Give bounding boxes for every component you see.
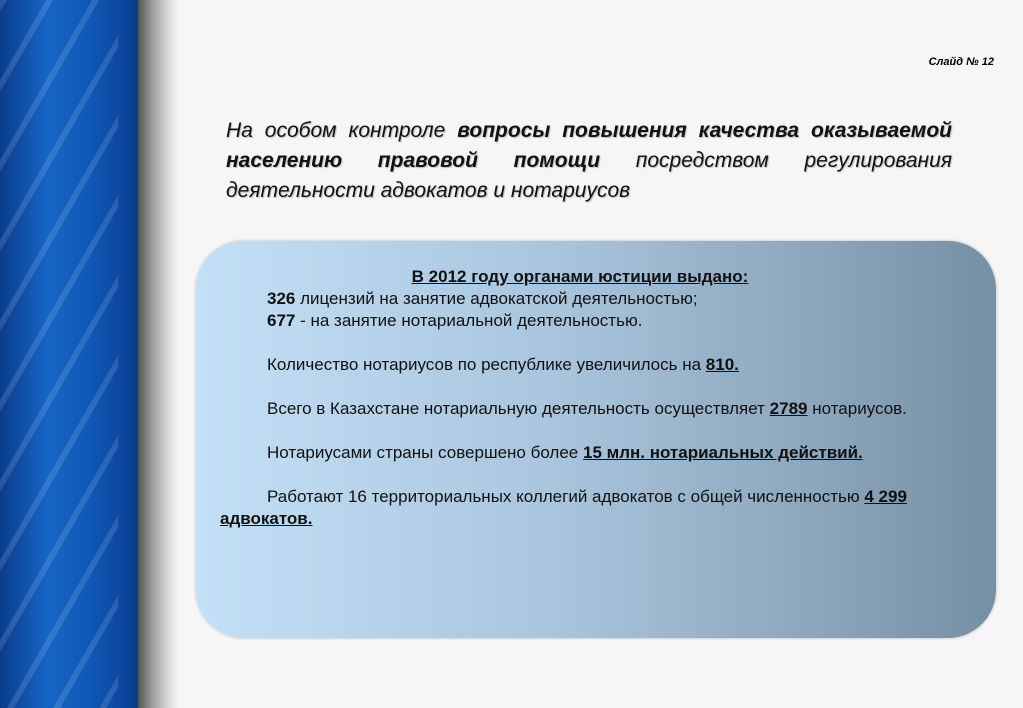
increase-line (220, 354, 940, 376)
licenses-count: 326 (267, 289, 296, 308)
licenses-text: лицензий на занятие адвокатской деятельностью; (295, 289, 698, 308)
total-suffix: нотариусов. (807, 399, 907, 418)
notary-count: 677 (267, 311, 296, 330)
increase-text: Количество нотариусов по республике увеличилось на (267, 355, 706, 374)
headline-part1: На особом контроле (226, 119, 458, 142)
actions-line (220, 442, 940, 464)
total-value: 2789 (769, 399, 808, 418)
panel-heading: В 2012 году органами юстиции выдано: (411, 267, 749, 286)
headline-part2: посредством регулирования деятельности адвокатов и нотариусов (226, 149, 952, 202)
actions-value: 15 млн. нотариальных действий. (582, 443, 863, 462)
slide-number: Слайд № 12 (928, 56, 994, 68)
licenses-line (220, 288, 940, 310)
actions-text: Нотариусами страны совершено более (267, 443, 583, 462)
increase-value: 810. (705, 355, 739, 374)
colleges-text: Работают 16 территориальных коллегий адвокатов с общей численностью (267, 487, 865, 506)
decorative-side-stripe (118, 0, 138, 708)
colleges-line (220, 486, 940, 530)
notary-text: - на занятие нотариальной деятельностью. (295, 311, 643, 330)
total-text: Всего в Казахстане нотариальную деятельность осуществляет (267, 399, 770, 418)
colleges-value: 4 299 адвокатов. (220, 487, 907, 528)
total-line (220, 398, 940, 420)
info-panel-text (220, 266, 940, 530)
slide-headline (226, 116, 952, 206)
decorative-side-shadow (138, 0, 178, 708)
headline-bold: вопросы повышения качества оказываемой населению правовой помощи (226, 119, 952, 172)
notary-line (220, 310, 940, 332)
